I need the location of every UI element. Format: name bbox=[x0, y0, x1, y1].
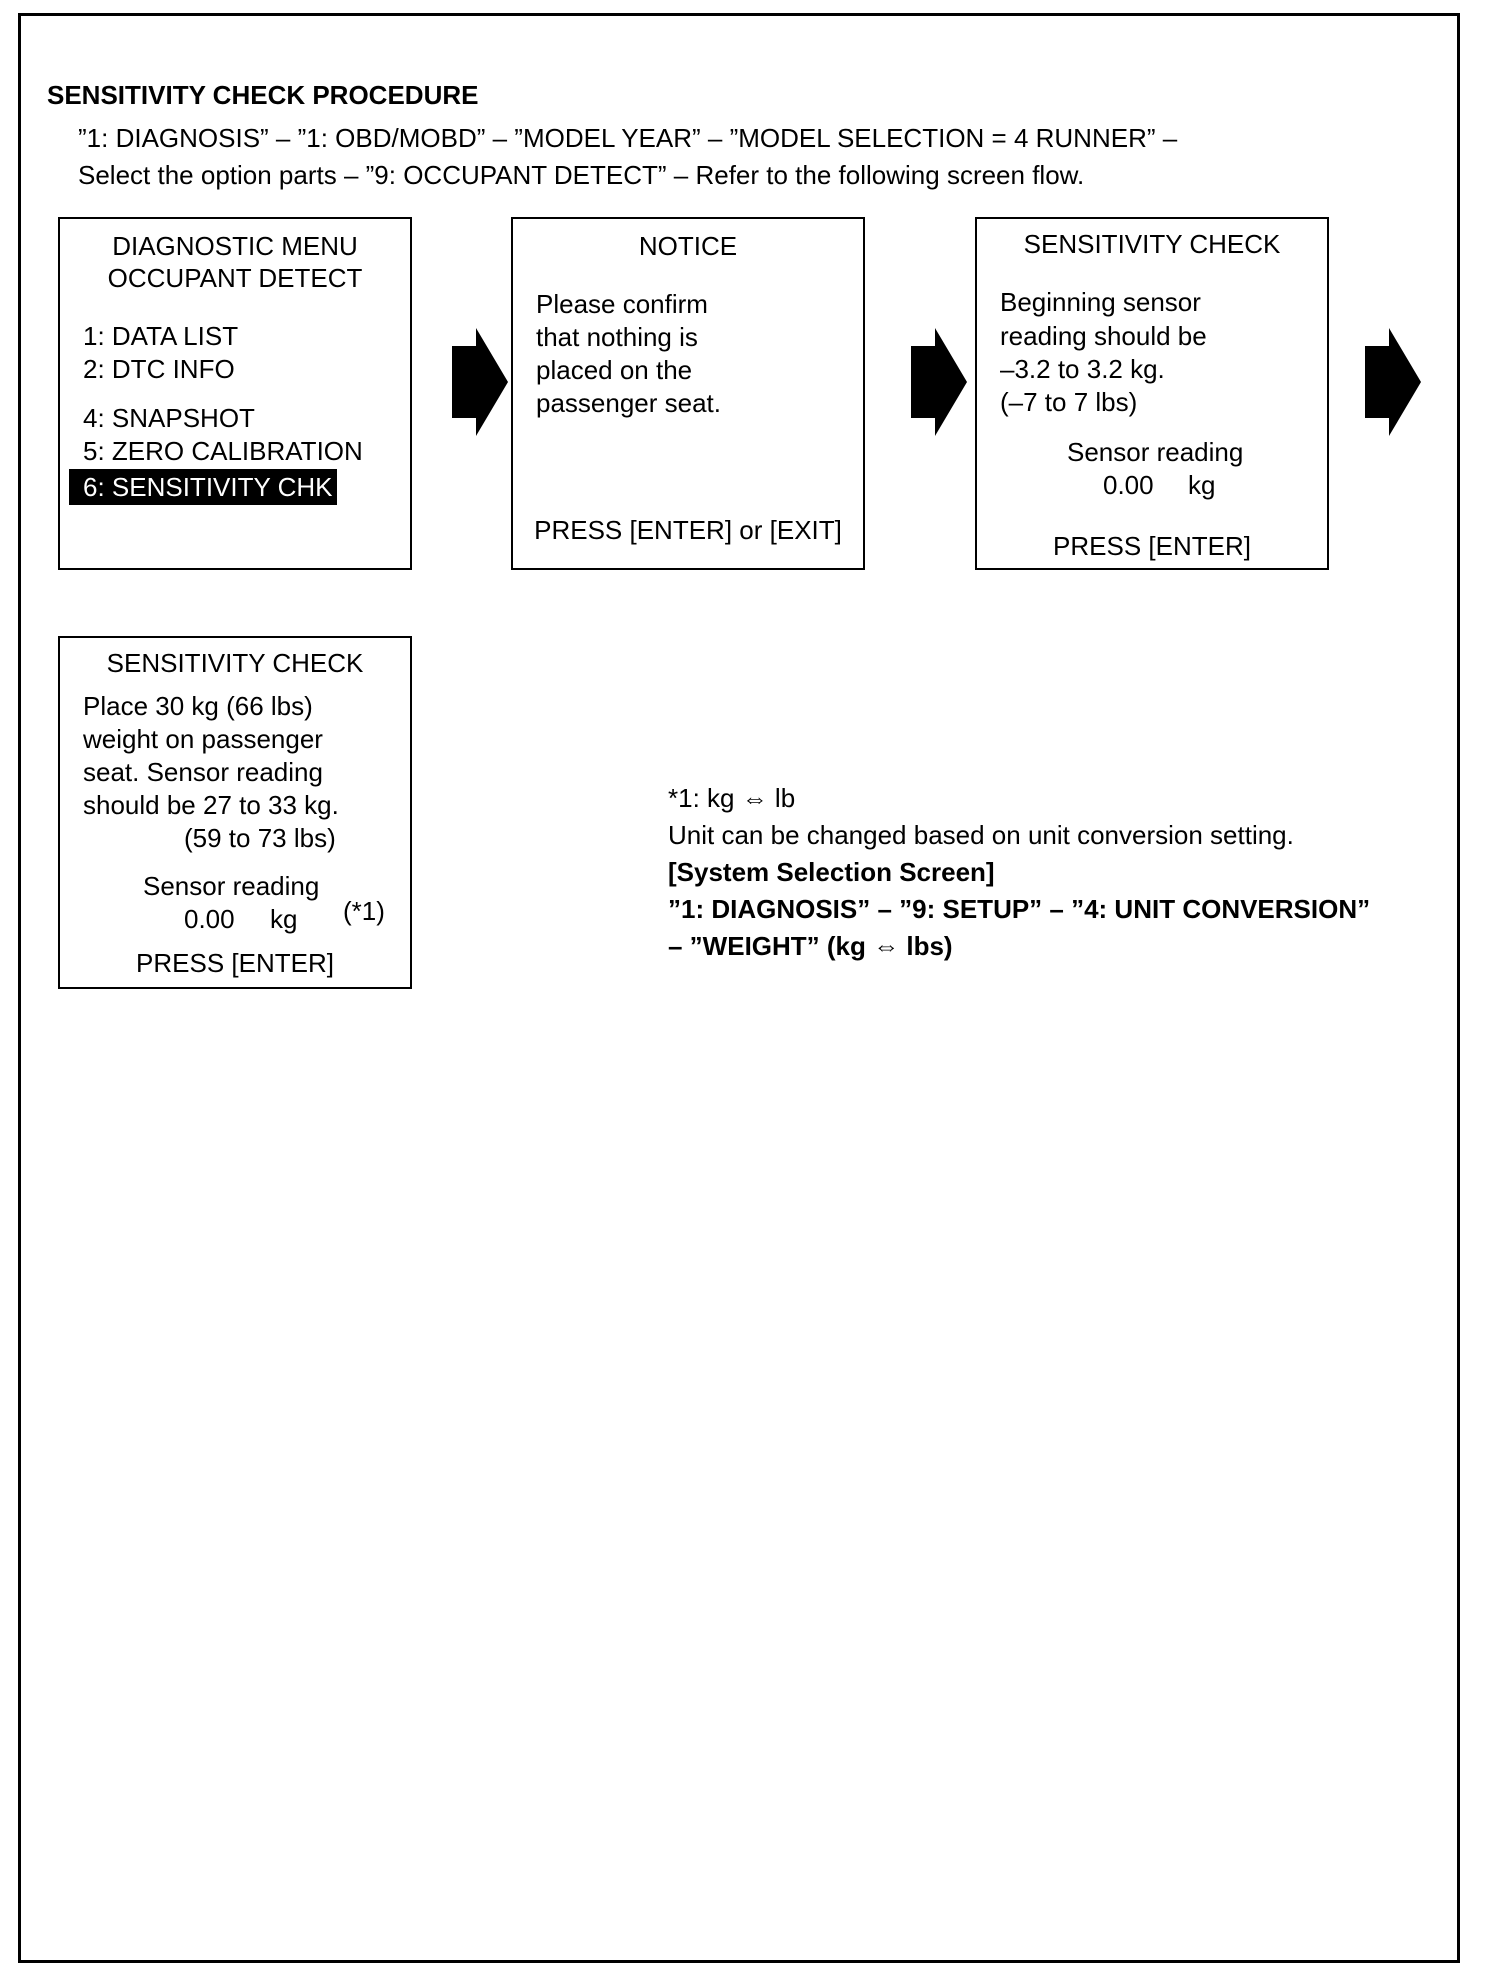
notice-line-3: placed on the bbox=[536, 355, 693, 385]
unit-conversion-note bbox=[668, 780, 1370, 965]
screen4-line-1: Place 30 kg (66 lbs) bbox=[83, 691, 313, 721]
intro-line-1: ”1: DIAGNOSIS” – ”1: OBD/MOBD” – ”MODEL YEAR” – ”MODEL SELECTION = 4 RUNNER” – bbox=[78, 123, 1178, 153]
right-arrow-icon bbox=[1365, 328, 1421, 436]
intro-line-2: Select the option parts – ”9: OCCUPANT DETECT” – Refer to the following screen flow. bbox=[78, 160, 1085, 190]
menu-item-data-list[interactable]: 1: DATA LIST bbox=[83, 321, 239, 351]
screen3-footer-prompt: PRESS [ENTER] bbox=[1053, 531, 1251, 561]
screen3-line-2: reading should be bbox=[1000, 321, 1207, 351]
screen4-line-4: should be 27 to 33 kg. bbox=[83, 790, 339, 820]
note-footnote-line: *1: kg ⇔ lb bbox=[668, 783, 796, 813]
page-title: SENSITIVITY CHECK PROCEDURE bbox=[47, 80, 479, 110]
diagnostic-menu-screen bbox=[58, 217, 412, 570]
screen1-title-line2: OCCUPANT DETECT bbox=[107, 263, 363, 293]
notice-screen bbox=[511, 217, 865, 570]
notice-line-2: that nothing is bbox=[536, 322, 698, 352]
screen3-line-4: (–7 to 7 lbs) bbox=[1000, 387, 1138, 417]
screen4-line-3: seat. Sensor reading bbox=[83, 757, 323, 787]
intro-text bbox=[78, 120, 1177, 194]
screen3-reading-unit: kg bbox=[1188, 470, 1216, 500]
sensitivity-check-screen-initial bbox=[975, 217, 1329, 570]
menu-item-sensitivity-chk[interactable]: 6: SENSITIVITY CHK bbox=[69, 469, 337, 505]
screen4-reading-value: 0.00 bbox=[184, 904, 235, 934]
screen4-reading-label: Sensor reading bbox=[143, 871, 320, 901]
note-path-line-2: – ”WEIGHT” (kg ⇔ lbs) bbox=[668, 931, 953, 961]
screen3-reading-label: Sensor reading bbox=[1067, 437, 1244, 467]
notice-title: NOTICE bbox=[638, 231, 738, 261]
screen4-title: SENSITIVITY CHECK bbox=[106, 648, 364, 678]
menu-item-snapshot[interactable]: 4: SNAPSHOT bbox=[83, 403, 255, 433]
screen4-line-2: weight on passenger bbox=[83, 724, 323, 754]
notice-line-4: passenger seat. bbox=[536, 388, 722, 418]
screen1-title-line1: DIAGNOSTIC MENU bbox=[112, 231, 358, 261]
screen3-line-1: Beginning sensor bbox=[1000, 287, 1201, 317]
screen4-reading-unit: kg bbox=[270, 904, 298, 934]
note-path-line-1: ”1: DIAGNOSIS” – ”9: SETUP” – ”4: UNIT CONVERSION” bbox=[668, 894, 1371, 924]
note-description-line: Unit can be changed based on unit conversion setting. bbox=[668, 820, 1294, 850]
note-screen-label: [System Selection Screen] bbox=[668, 857, 995, 887]
screen3-reading-value: 0.00 bbox=[1103, 470, 1154, 500]
notice-footer-prompt: PRESS [ENTER] or [EXIT] bbox=[534, 515, 842, 545]
right-arrow-icon bbox=[911, 328, 967, 436]
screen4-footer-prompt: PRESS [ENTER] bbox=[136, 948, 334, 978]
screen3-title: SENSITIVITY CHECK bbox=[1023, 229, 1281, 259]
menu-item-zero-calibration[interactable]: 5: ZERO CALIBRATION bbox=[83, 436, 363, 466]
screen4-footnote-ref: (*1) bbox=[343, 896, 385, 926]
sensitivity-check-screen-weighted bbox=[58, 636, 412, 989]
menu-item-dtc-info[interactable]: 2: DTC INFO bbox=[83, 354, 235, 384]
notice-line-1: Please confirm bbox=[536, 289, 708, 319]
screen3-line-3: –3.2 to 3.2 kg. bbox=[1000, 354, 1165, 384]
screen4-range-lbs: (59 to 73 lbs) bbox=[184, 823, 336, 853]
right-arrow-icon bbox=[452, 328, 508, 436]
